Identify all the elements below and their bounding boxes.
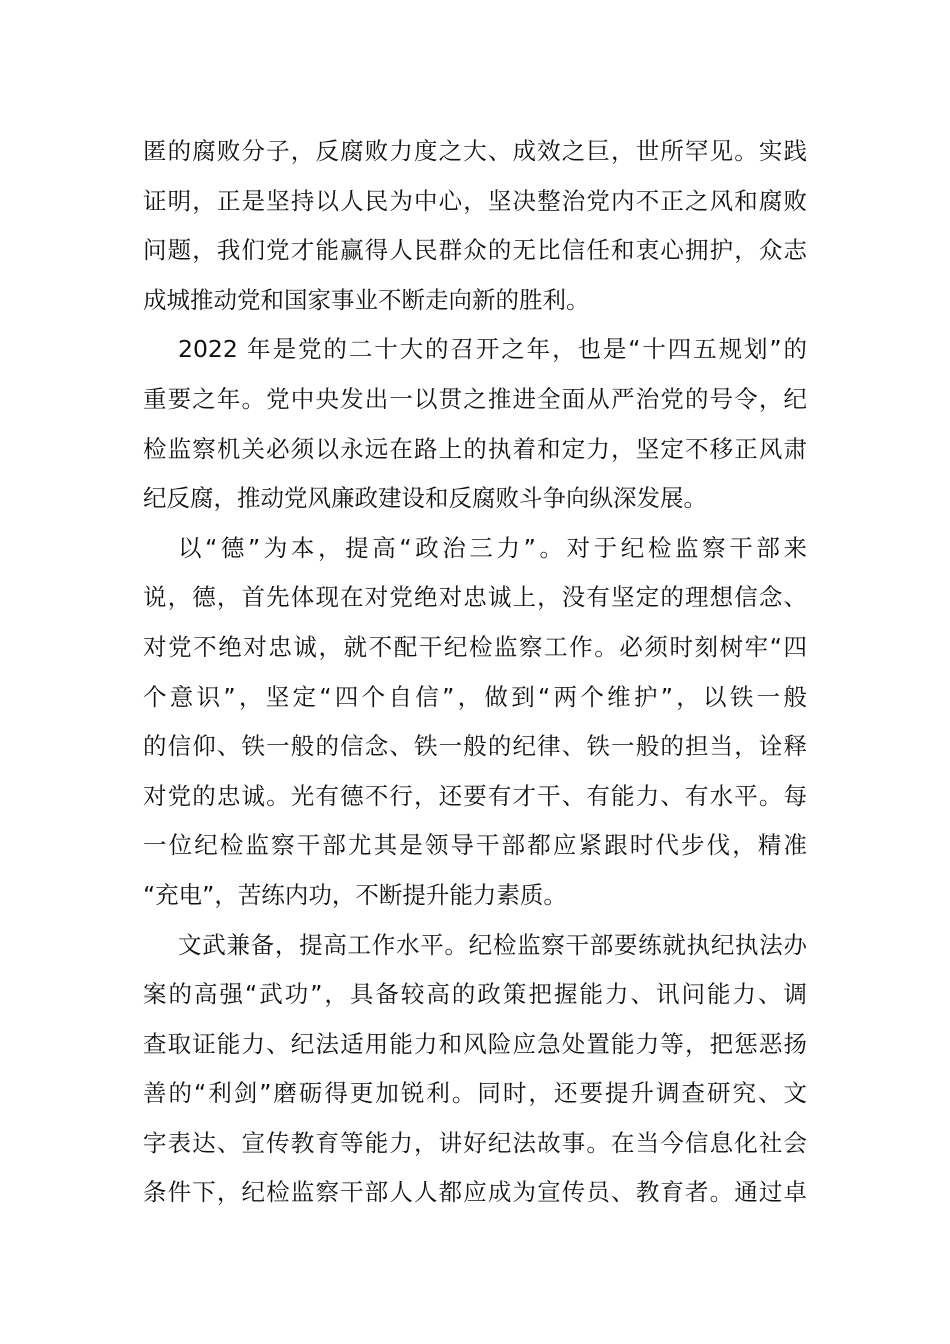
text-line: 纪反腐，推动党风廉政建设和反腐败斗争向纵深发展。: [143, 484, 707, 513]
text-line: “充电”，苦练内功，不断提升能力素质。: [143, 880, 567, 909]
text-line: 一位纪检监察干部尤其是领导干部都应紧跟时代步伐，精准: [143, 831, 807, 860]
text-line: 善的“利剑”磨砺得更加锐利。同时，还要提升调查研究、文: [143, 1079, 807, 1108]
body-text: [143, 127, 807, 1218]
text-line: 文武兼备，提高工作水平。纪检监察干部要练就执纪执法办: [178, 930, 807, 959]
text-line: 查取证能力、纪法适用能力和风险应急处置能力等，把惩恶扬: [143, 1029, 807, 1058]
text-line: 证明，正是坚持以人民为中心，坚决整治党内不正之风和腐败: [143, 186, 807, 215]
text-line: 2022 年是党的二十大的召开之年，也是“十四五规划”的: [178, 335, 807, 364]
text-line: 对党的忠诚。光有德不行，还要有才干、有能力、有水平。每: [143, 781, 807, 810]
text-line: 说，德，首先体现在对党绝对忠诚上，没有坚定的理想信念、: [143, 583, 807, 612]
text-line: 对党不绝对忠诚，就不配干纪检监察工作。必须时刻树牢“四: [143, 632, 807, 661]
text-line: 个意识”，坚定“四个自信”，做到“两个维护”，以铁一般: [143, 682, 807, 711]
text-line: 以“德”为本，提高“政治三力”。对于纪检监察干部来: [178, 533, 807, 562]
text-line: 重要之年。党中央发出一以贯之推进全面从严治党的号令，纪: [143, 384, 807, 413]
text-line: 的信仰、铁一般的信念、铁一般的纪律、铁一般的担当，诠释: [143, 732, 807, 761]
text-line: 案的高强“武功”，具备较高的政策把握能力、讯问能力、调: [143, 980, 807, 1009]
text-line: 问题，我们党才能赢得人民群众的无比信任和衷心拥护，众志: [143, 236, 807, 265]
text-line: 检监察机关必须以永远在路上的执着和定力，坚定不移正风肃: [143, 434, 807, 463]
text-line: 成城推动党和国家事业不断走向新的胜利。: [143, 285, 590, 314]
text-line: 匿的腐败分子，反腐败力度之大、成效之巨，世所罕见。实践: [143, 137, 807, 165]
text-line: 字表达、宣传教育等能力，讲好纪法故事。在当今信息化社会: [143, 1128, 807, 1157]
text-line: 条件下，纪检监察干部人人都应成为宣传员、教育者。通过卓: [143, 1178, 807, 1207]
